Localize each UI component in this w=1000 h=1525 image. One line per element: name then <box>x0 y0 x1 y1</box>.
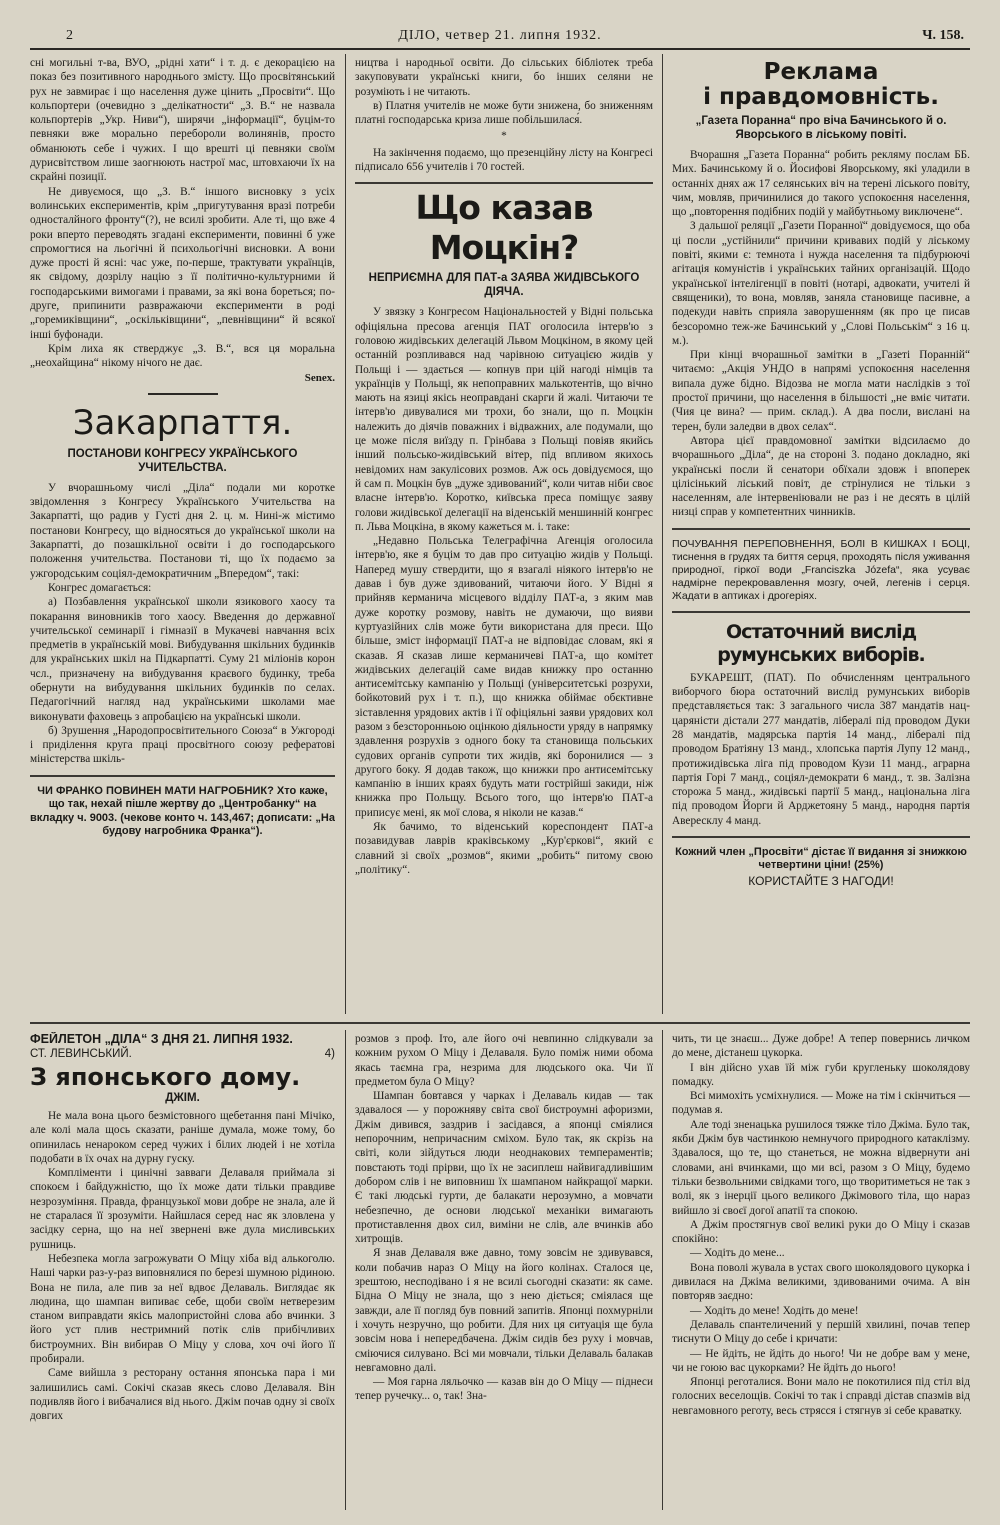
zakarpattia-subtitle: ПОСТАНОВИ КОНГРЕСУ УКРАЇНСЬКОГО УЧИТЕЛЬСТВА. <box>67 447 298 474</box>
paragraph: чить, ти це знаєш... Дуже добре! А тепер повернись личком до мене, дістанеш цукорка. <box>672 1033 970 1060</box>
paragraph: сні могильні т-ва, ВУО, „рідні хати“ і т. д. є декорацією на показ без позитивного народнього змісту. Що просвітянський рух не завмирає і що населення дуже цінить „Просвіти“. Що кольпортери (очевидно з „делікатности“ „З. В.“ не назвала кольпортерів „Укр. Ниви“), ширячи „інформації“, буцім-то певняки вже морально перебороли волинянів, просто обманюють себе і чужих. І що врешті ці певняки своїм дурисвітством лише заогнюють настрої мас, штовхаючи їх на скрайні позиції. <box>30 57 335 184</box>
franko-notice: ЧИ ФРАНКО ПОВИНЕН МАТИ НАГРОБНИК? Хто каже, що так, нехай пішле жертву до „Центробанку“ на вкладку ч. 9003. (чекове конто ч. 143,467; дописати: „На будову нагробника Франка“). <box>30 784 335 838</box>
column-3 <box>672 56 970 1016</box>
feuilleton-column-1 <box>30 1032 335 1512</box>
paragraph: Як бачимо, то віденський кореспондент ПАТ-а позавидував лаврів краківському „Кур'єркові“, який є славний зі своїх „розмов“, якими „робить“ питому свою „політику“. <box>355 821 653 876</box>
divider <box>30 775 335 777</box>
reklama-subtitle: „Газета Поранна“ про віча Бачинського й о. Яворського в ліському повіті. <box>695 115 947 141</box>
separator-star: * <box>501 130 507 143</box>
feuilleton-column-2 <box>355 1032 653 1512</box>
paragraph: Компліменти і цинічні завваги Делаваля приймала зі спокоєм і байдужністю, що їх може дати тільки правдиве незрозуміння. Правда, французької мови добре не знала, але й не старалася її зрозуміти. Найшлася серед нас як зловлена у засідку серна, що на неї звернені вже дула мисливських рушниць. <box>30 1167 335 1251</box>
paragraph: — Моя гарна ляльочко — казав він до О Міцу — піднеси тепер ручечку... о, так! Зна- <box>355 1376 653 1403</box>
feuilleton-rule <box>30 1022 970 1024</box>
paragraph: Не мала вона цього безмістовного щебетання пані Мічіко, але колі мала щось сказати, раніше думала, може тому, бо опинилась ненароком серед чужих і білих людей і не хотіла подобати в їх очах на дурну гуску. <box>30 1110 335 1165</box>
paragraph: Конгрес домагається: <box>48 581 152 594</box>
paragraph: Всі мимохіть усміхнулися. — Може на тім і скінчиться — подумав я. <box>672 1090 970 1117</box>
installment-number: 4) <box>324 1048 335 1060</box>
paragraph: І він дійсно ухав їй між губи кругленьку шоколядову помадку. <box>672 1061 970 1088</box>
paragraph: На закінчення подаємо, що презенційну лісту на Конгресі підписало 656 учителів і 70 гостей. <box>355 146 653 174</box>
feuilleton-header: ФЕЙЛЕТОН „ДІЛА“ З ДНЯ 21. ЛИПНЯ 1932. <box>30 1032 293 1046</box>
signature: Senex. <box>304 371 335 384</box>
paragraph: в) Платня учителів не може бути знижена, бо зниженням платні господарська криза лише побільшилася́. <box>355 99 653 127</box>
feuilleton-column-3 <box>672 1032 970 1512</box>
column-1 <box>30 56 335 1016</box>
paragraph: Вона поволі жувала в устах свого шоколядового цукорка і дивилася на Джіма великими, здивованими очима. А він повторяв заєдно: <box>672 1261 970 1303</box>
paragraph: Не дивуємося, що „З. В.“ іншого висновку з усіх волинських експериментів, крім „пригутування вразі потреби односталйного фронту“(?), не всилі зробити. Але ті, що вже 4 роки вперто переводять згадані експерименти, повинні б уже спромогтися на льогічні й психольогічні висновки. А вони дуже прості й ясні: час уже, по-перше, трактувати українців, як свідому, дозрілу націю з її політично-культурними й господарськими вимогами і правами, за які вона бореться; по-друге, припинити развражаючи експерименти в роді „горемиківщини“, „оскільківщини“, „певнівщини“ й всякої інші буфонади. <box>30 185 335 341</box>
zakarpattia-title: Закарпаття. <box>72 402 293 443</box>
page-header <box>30 26 970 50</box>
paragraph: Делаваль спантеличений у першій хвилині, почав тепер тиснути О Міцу до себе і кричати: <box>672 1318 970 1346</box>
motskin-subtitle: НЕПРИЄМНА ДЛЯ ПАТ-а ЗАЯВА ЖИДІВСЬКОГО ДІЯЧА. <box>368 272 640 299</box>
reklama-title: Реклама <box>763 59 879 85</box>
paragraph: Небезпека могла загрожувати О Міцу хіба від алькоголю. Наші чарки раз-у-раз виповнялися по березі шумною рідиною. Вона не пила, але пив за неї вдвоє Делаваль. Виглядає як людина, що шампан випиває себе, щоби своїм нетверезим станом виправдати якісь малопристойні слова або вчинки. З його уст плив нестримний потік слів прибічливих бистроумних. Він вибирав О Міцу у слова, хоч очі його її пробирали. <box>30 1252 335 1366</box>
paragraph: Японці реготалися. Вони мало не покотилися під стіл від голосних веселощів. Сокічі то так і справді дістав спазмів від невгамовного реготу, весь стрясся і стягнув зі себе краватку. <box>672 1376 970 1417</box>
paragraph: БУКАРЕШТ, (ПАТ). По обчисленням центрального виборчого бюра остаточний вислід румунських виборів представляється так: З загального числа 387 мандатів нац-царяністи дістали 277 мандатів, лібералі під проводом Дуки 28 мандатів, мадярська партія 14 манд., лібералі під проводом Братіяну 13 манд., хлопська партія Лупу 12 манд., протижидівська ліга під проводом Кузи 11 манд., аграрна партія Горі 7 манд., соціял-демократи 6 манд., т. зв. Залізна сторожа 5 манд., жидівські партії 5 манд., національна ліга під проводом Йорги й Арджетояну 5 манд., народня партія Авересклу 4 манд. <box>672 671 970 827</box>
paragraph: Я знав Делаваля вже давно, тому зовсім не здивувався, коли побачив нараз О Міцу на його колінах. Сталося це, зрештою, несподівано і я не всилі сьогодні сказати: як саме. Бідна О Міцу не знала, що з нею діється; сміялася ще завжди, але її погляд був повний запитів. Японці похмурніли і хочуть незручно, що робити. Для них ця ситуація ще була зовсім нова і непередбачена. Джім сидів без руху і мовчав, сміючися силувано. Всі ми мовчали, тільки Делаваль балакав невгамовно далі. <box>355 1247 653 1374</box>
paragraph: Але тоді зненацька рушилося тяжке тіло Джіма. Було так, якби Джім був частинкою немнучого природного катаклізму. Здавалося, що те, що станеться, не можна відвернути ані словами, ані вчинками, що ми всі, разом з О Міцу, будемо тільки безвольними свідками того, що творитиметься не так з волі, як з інерції цього великого Джімового тіла, що нараз вийшло зі своєї догої апатії та спокою. <box>672 1118 970 1217</box>
paragraph: А Джім простягнув свої великі руки до О Міцу і сказав спокійно: <box>672 1218 970 1246</box>
divider <box>672 836 970 838</box>
column-rule <box>662 54 663 1014</box>
prosvita-notice: Кожний член „Просвіти“ дістає її видання зі знижкою четвертини ціни! (25%) <box>675 845 967 872</box>
mineral-water-ad: ПОЧУВАННЯ ПЕРЕПОВНЕННЯ, БОЛІ В КИШКАХ І БОЦІ, тиснення в грудях та биття серця, проходять після уживання природної, гіркої води „Franciszka Józefa“, яка усуває надмірне перекровавлення мозгу, очей, легенів і серця. Жадати в аптиках і дрогеріях. <box>672 537 970 602</box>
paragraph: ництва і народньої освіти. До сільських бібліотек треба закуповувати українські книги, бо інших селяни не розуміють і не читають. <box>355 57 653 98</box>
paragraph: З дальшої реляції „Газети Поранної“ довідуємося, що оба ці посли „устійнили“ причини кривавих подій у ліському повіті, якими є: темнота і нужда населення та підбурюючі агітація комуністів і українських тайних організацій. Щодо української інтелігенції в повіті (нотарі, адвокати, учителі й священики), то вона, мовляв, заняла становище пасивне, а подекуди навіть сприяла заворушенням (як про це писав безсоромно теж-же Бачинський у „Слові Польськім“ з 16 ц. м.). <box>672 220 970 347</box>
column-rule <box>662 1030 663 1510</box>
paragraph: а) Позбавлення української школи язикового хаосу та покарання виновників того хаосу. Введення до державної учительської семинарії і гімназії в Мукачеві навчання всіх предметів в українській мові. Вибудування шкільних будинків для українських шкіл на Підкарпатті. Суму 21 міліонів корон чсл., призначену на вибудування краєвого будинку, треба обернути на вибудування шкільних будинків по селах. Педагогічний нагляд над українськими школами мае виконувати фаховець з апробацією на українські школи. <box>30 596 335 723</box>
paragraph: При кінці вчорашньої замітки в „Газеті Поранній“ читаємо: „Акція УНДО в напрямі успокоєння населення випала дуже бідно. Відозва не могла мати наслідків з тої простої причини, що населення в більшості „не вміє читати. (Чия це вина? — прим. склад.). А два посли, вислані на терен, були заледви в двох селах“. <box>672 349 970 433</box>
reklama-title-2: і правдомовність. <box>703 84 939 110</box>
paragraph: — Не йдіть, не йдіть до нього! Чи не добре вам у мене, чи не гоюю вас цукорками? Не йдіть до нього! <box>672 1347 970 1374</box>
column-rule <box>345 54 346 1014</box>
paragraph: „Недавно Польська Телеграфічна Агенція оголосила інтерв'ю, яке я буцім то дав про ситуацію жидів у Польщі. Наперед мушу ствердити, що я взагалі ніякого інтерв'ю не давав і був дуже здивований, читаючи його. У Відні я прийняв керманича місцевого відділу ПАТ-а, з яким мав дуже коротку розмову, навіть не думаючи, що вияви куртуазійних слів може бути використана для преси. Що більше, зміст інформації ПАТ-а не відповідає словам, які я сказав. Я сказав лише керманичеві ПАТ-а, що комітет жидівських делегацій саме видав книжку про останню антисемітську кампанію у Польщі (університетські розрухи, бойкотовий рух і т. п.), що книжка обіймає обєктивне зіставлення урядових актів і її офіціяльні заяви урядових кол разом з безсторонньою оцінкою діяльности уряду в напрямку здавлення розрухів з одного боку та становища польських судових органів супроти тих жидів, які боронилися — з другого боку. Я додав також, що книжки про антисемітську кампанію в інших краях будуть мати гострійші закиди, ніж книжка про Польщу. Всього того, що інтерв'ю ПАТ-а приписує мені, як мої слова, я ніколи не казав.“ <box>355 535 653 819</box>
page-number: 2 <box>66 28 73 43</box>
divider <box>672 528 970 530</box>
paragraph: Автора цієї правдомовної замітки відсилаємо до вчорашнього „Діла“, де на стороні 3. подано докладно, які українські посли й сенатори обїхали здовж і впоперек цілісінький ліський повіт, де стрінулися не тільки з населенням, але інтервеніювали не раз і не десять в цілій низці справ у компетентних чинників. <box>672 434 970 519</box>
column-2 <box>355 56 653 1016</box>
paragraph: Саме вийшла з ресторану остання японська пара і ми залишились самі. Сокічі сказав якесь слово Делаваля. Він подивляв його і вибачалися від нього. Джім почав одну зі своїх довгих <box>30 1367 335 1423</box>
masthead: ДІЛО, четвер 21. липня 1932. <box>398 28 602 43</box>
feuilleton-subtitle: ДЖІМ. <box>165 1092 200 1104</box>
romanian-elections-title: Остаточний вислід румунських виборів. <box>717 620 925 666</box>
paragraph: Шампан бовтався у чарках і Делаваль кидав — так здавалося — у порожнявy світа свої бистроумні афоризми, Джім дивився, заздрив і засідався, а японці сміялися непорочним, непричасним сміхом. Було так, як скрізь на світі, коли зійдуться люди неоднакових темпераментів; повстають тоді прірви, що їх не засиплеш найвигадливішим добором слів і не виповниш їх шампаном найкращої марки. Є такі людські гурти, де балакати нерозумно, а мовчати небезпечно, де основи людської механіки вимагають протиставлення двох сил, виміни не слів, але вчинків або хитрощів. <box>355 1090 653 1246</box>
paragraph: У вчорашньому числі „Діла“ подали ми коротке звідомлення з Конгресу Українського Учительства на Закарпатті, що радив у Густі дня 2. ц. м. Нині-ж містимо постанови Конгресу, що відносяться до української школи на Закарпатті, до позашкільної освіти і до господарського положення учительства. Постанови ті, що їх подаємо за ужгородським соціял-демократичним „Впередом“, такі: <box>30 481 335 580</box>
paragraph: — Ходіть до мене... <box>690 1247 785 1260</box>
paragraph: — Ходіть до мене! Ходіть до мене! <box>690 1304 859 1317</box>
feuilleton-title: З японського дому. <box>30 1063 301 1091</box>
divider <box>148 393 218 395</box>
paragraph: розмов з проф. Іто, але його очі невпинно слідкували за кожним рухом О Міцу і Делаваля. Було поміж ними обома якась таємна гра, незрима для людського ока. Чи її предметом була О Міцу? <box>355 1033 653 1088</box>
column-rule <box>345 1030 346 1510</box>
paragraph: У звязку з Конгресом Національностей у Відні польська офіціяльна пресова агенція ПАТ оголосила інтерв'ю з головою жидівських делегацій Львом Моцкіном, в якому цей останній розпливався над чарівною ситуацією жидів у Польщі і — здається — копнув при цій нагоді німців та українців у Польщі, як непоправних малькотентів, що вічно мають на язиці якісь неоправдані скарги й жалі. Читаючи те інтерв'ю дивувалися ми трохи, бо знали, що п. Моцкін належить до діячів поважних і відважних, але подумали, що це може після виїзду п. Грінбава з Польщі повіяв якийсь інший польсько-жидівський вітер, під впливом якихось невідомих нам закулісових розмов. Аж ось довідуємося, що й сам п. Моцкін був „дуже здивований“, коли читав ніби своє власне інтерв'ю. Коротко, київська преса поміщує заяву голови жидівської делегації на віденській меншинній конгрес п. Льва Моцкіна, в якому кажеться м. і. таке: <box>355 306 653 533</box>
paragraph: Крім лиха як стверджує „З. В.“, вся ця моральна „неохайщина“ нікому нічого не дає. <box>30 342 335 370</box>
divider <box>355 182 653 184</box>
paragraph: б) Зрушення „Народопросвітительного Союза“ в Ужгороді і приділення круга праці просвітного союзу рефератові міністерства шкіль- <box>30 724 335 766</box>
issue-number: Ч. 158. <box>922 28 964 43</box>
divider <box>672 611 970 613</box>
motskin-title: Що казав Моцкін? <box>415 188 593 268</box>
prosvita-callout: КОРИСТАЙТЕ З НАГОДИ! <box>748 873 894 888</box>
feuilleton-author: СТ. ЛЕВИНСЬКИЙ. <box>30 1048 132 1060</box>
paragraph: Вчорашня „Газета Поранна“ робить рекляму послам ББ. Мих. Бачинському й о. Йосифові Яворському, які уладили в останніх днях аж 17 селянських віч на терені ліського повіту, чим, мовляв, причинилися до такого успокоєння населення, що „повторення подібних подій у майбутньому виключене“. <box>672 149 970 219</box>
